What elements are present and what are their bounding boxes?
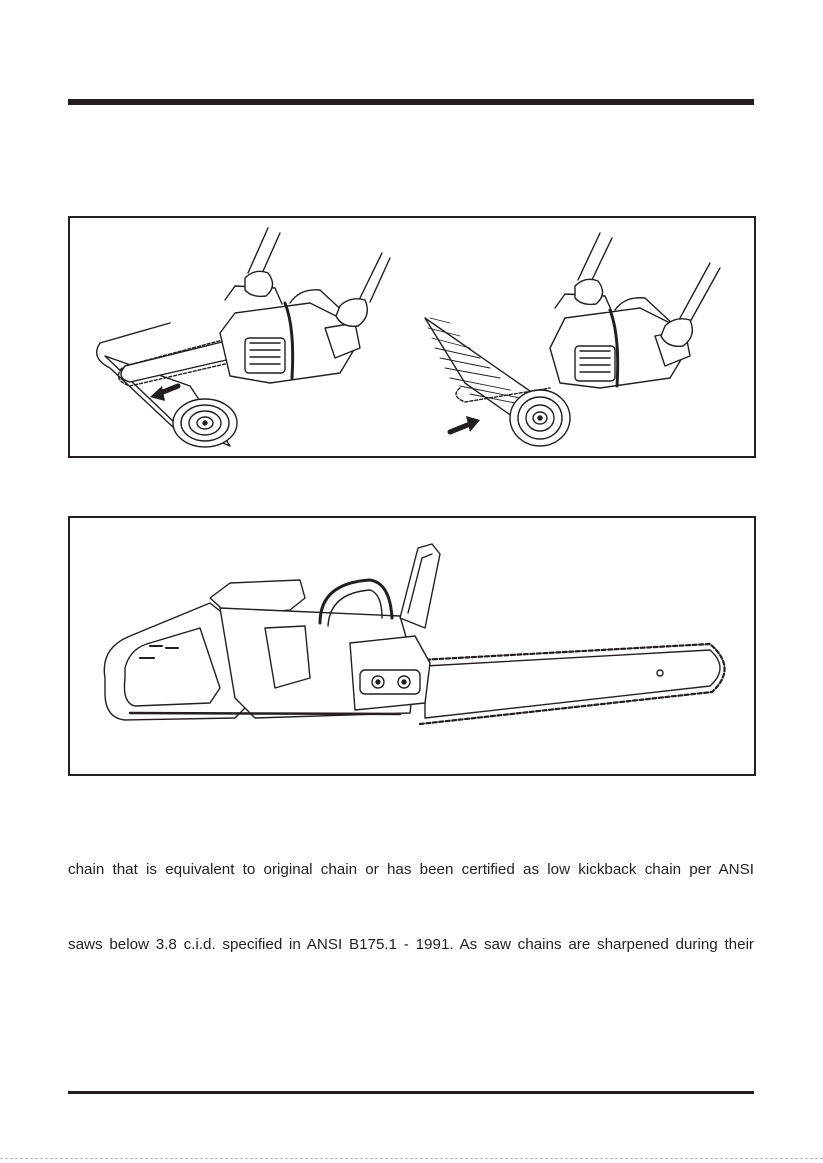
saw-body (104, 544, 440, 720)
chainsaw-side-illustration (70, 518, 754, 774)
log-right (425, 318, 570, 446)
footer-rule (68, 1091, 754, 1094)
header-rule (68, 99, 754, 105)
body-text-line-2: saws below 3.8 c.i.d. specified in ANSI B175.1 - 1991. As saw chains are sharpened during their (68, 936, 754, 953)
cutting-logs-illustration (70, 218, 754, 456)
figure-cutting-logs (68, 216, 756, 458)
figure-chainsaw-side-view (68, 516, 756, 776)
saw-left (118, 286, 360, 386)
log-left (97, 323, 237, 447)
page-edge-dashes (0, 1158, 823, 1159)
body-text-line-1: chain that is equivalent to original chain or has been certified as low kickback chain per ANSI (68, 861, 754, 878)
guide-bar (420, 644, 725, 724)
